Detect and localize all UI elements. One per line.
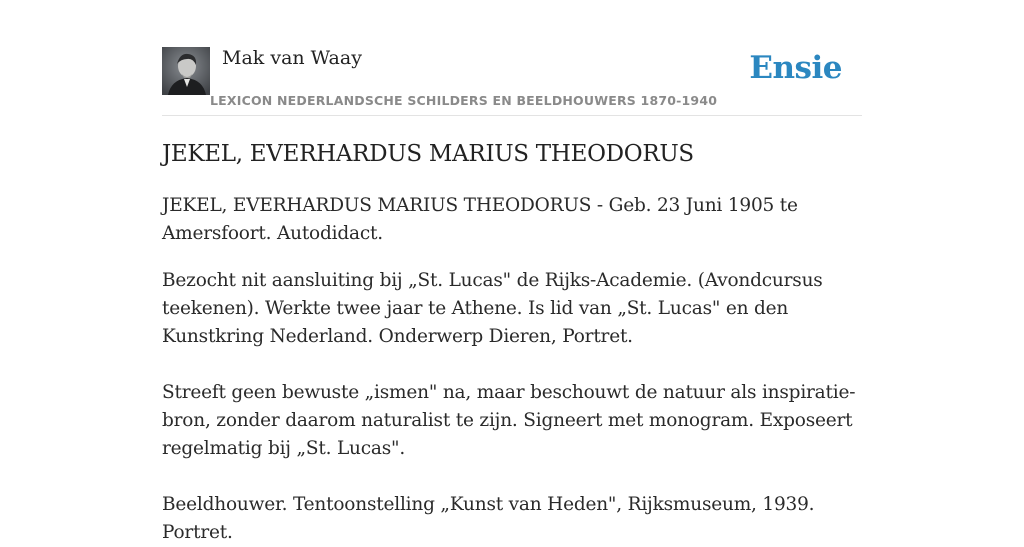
header: [162, 0, 862, 116]
author-name[interactable]: Mak van Waay: [222, 47, 362, 69]
book-title[interactable]: LEXICON NEDERLANDSCHE SCHILDERS EN BEELDHOUWERS 1870-1940: [210, 93, 718, 108]
avatar[interactable]: [162, 47, 210, 95]
article-paragraph: Beeldhouwer. Tentoonstelling „Kunst van Heden", Rijksmuseum, 1939. Portret.: [162, 494, 815, 543]
article-paragraph: JEKEL, EVERHARDUS MARIUS THEODORUS - Geb. 23 Juni 1905 te Amersfoort. Autodidact.: [162, 195, 798, 244]
author-portrait-icon: [162, 47, 210, 95]
article: [162, 136, 862, 547]
ensie-logo[interactable]: Ensie: [749, 50, 842, 86]
page-title: JEKEL, EVERHARDUS MARIUS THEODORUS: [162, 141, 694, 167]
article-paragraph: Bezocht nit aansluiting bij „St. Lucas" de Rijks-Academie. (Avondcursus teekenen). Werkte twee jaar te Athene. Is lid van „St. Lucas" en den Kunstkring Nederland. Onderwerp Dieren, Portret.: [162, 270, 823, 347]
article-paragraph: Streeft geen bewuste „ismen" na, maar beschouwt de natuur als inspiratie-bron, zonder daarom naturalist te zijn. Signeert met monogram. Exposeert regelmatig bij „St. Lucas".: [162, 382, 856, 459]
